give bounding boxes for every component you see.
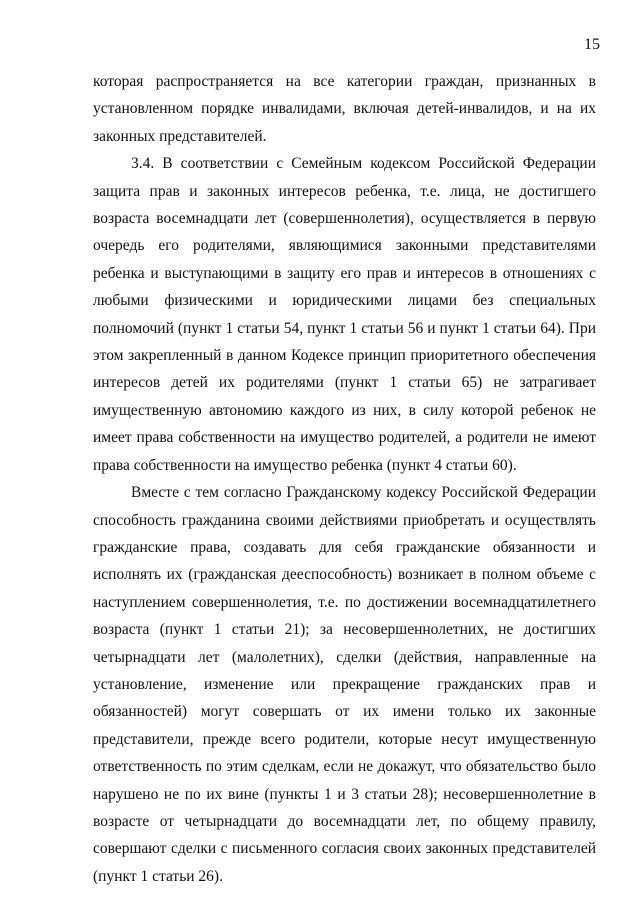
paragraph-continuation: которая распространяется на все категории граждан, признанных в установленном порядке инвалидами, включая детей-инвалидов, и на их законных представителей. xyxy=(93,73,596,145)
paragraph-civil-code: Вместе с тем согласно Гражданскому кодексу Российской Федерации способность гражданина своими действиями приобретать и осуществлять гражданские права, создавать для себя гражданские обязанности и исполнять их (гражданская дееспособность) возникает в полном объеме с наступлением совершеннолетия, т.е. по достижении восемнадцатилетнего возраста (пункт 1 статьи 21); за несовершеннолетних, не достигших четырнадцати лет (малолетних), сделки (действия, направленные на установление, изменение или прекращение гражданских прав и обязанностей) могут совершать от их имени только их законные представители, прежде всего родители, которые несут имущественную ответственность по этим сделкам, если не докажут, что обязательство было нарушено не по их вине (пункты 1 и 3 статьи 28); несовершеннолетние в возрасте от четырнадцати до восемнадцати лет, по общему правилу, совершают сделки с письменного согласия своих законных представителей (пункт 1 статьи 26). xyxy=(93,484,596,885)
document-body xyxy=(93,68,596,890)
page-number: 15 xyxy=(584,36,600,53)
paragraph-section-3-4: 3.4. В соответствии с Семейным кодексом Российской Федерации защита прав и законных интересов ребенка, т.е. лица, не достигшего возраста восемнадцати лет (совершеннолетия), осуществляется в первую очередь его родителями, являющимися законными представителями ребенка и выступающими в защиту его прав и интересов в отношениях с любыми физическими и юридическими лицами без специальных полномочий (пункт 1 статьи 54, пункт 1 статьи 56 и пункт 1 статьи 64). При этом закрепленный в данном Кодексе принцип приоритетного обеспечения интересов детей их родителями (пункт 1 статьи 65) не затрагивает имущественную автономию каждого из них, в силу которой ребенок не имеет права собственности на имущество родителей, а родители не имеют права собственности на имущество ребенка (пункт 4 статьи 60). xyxy=(93,155,596,474)
